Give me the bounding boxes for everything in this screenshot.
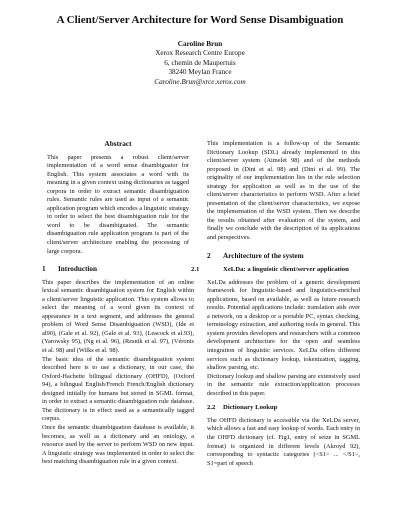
author-address-line2: 38240 Meylan France — [168, 68, 232, 77]
subsection-2-1-paragraph-1: XeLDa addresses the problem of a generic development framework for linguistic-based and linguistics-enriched applications, based on available, as well as future research results. Potential applications include: translation aids over a network, on a desktop or a portable PC, syntax checking, terminology extraction, and authoring tools in general. This system provides developers and researchers with a common development architecture for the open and seamless integration of linguistic services. XeLDa offers different services such as dictionary lookup, tokenization, tagging, shallow parsing, etc. — [207, 278, 360, 372]
section-2-number: 2 — [207, 251, 211, 260]
intro-paragraph-1: This paper describes the implementation of an online lexical semantic disambiguation system for English within a client/server linguistic application. This system allows to select the meaning of a word given its context of appearance in a text segment, and addresses the general problem of Word Sense Disambiguation (WSD), (Ide et al90), (Gale et al. 92), (Gale et al. 93), (Leacock et al.93), (Yarowsky 95), (Ng et al. 96), (Resnik et al. 97), (Véronis et al. 98) and (Wilks et al. 98). — [42, 278, 194, 355]
right-paragraph-1: This implementation is a follow-up of the Semantic Dictionary Lookup (SDL) already implemented in this client/server system (Aimelet 98) and of the methods proposed in (Dini et al. 98) and (Dini et al. 99). The originality of our implementation lies in the rule selection strategy for application as well as in the use of the client/server characteristics to perform WSD. After a brief presentation of the client/server characteristics, we expose the implementation of the WSD system. Then we describe the results obtained after evaluation of the system, and finally we conclude with the description of its applications and perspectives. — [207, 140, 360, 242]
author-name: Caroline Brun — [177, 40, 223, 48]
author-affiliation: Xerox Research Centre Europe — [155, 49, 245, 58]
section-1-number: 1 — [42, 265, 46, 274]
left-column — [42, 140, 194, 467]
subsection-2-1-number: 2.1 — [191, 266, 200, 274]
section-2-heading — [207, 252, 360, 261]
paper-title: A Client/Server Architecture for Word Sense Disambiguation — [56, 14, 344, 26]
section-2-title: Architecture of the system — [223, 251, 304, 260]
subsection-2-1-paragraph-2: Dictionary lookup and shallow parsing are extensively used in the semantic rule extraction/application processes described in this paper. — [207, 372, 360, 397]
intro-paragraph-3: Once the semantic disambiguation database is available, it becomes, as well as a dictionary and an ontology, a resource used by the server to perform WSD on new input. A linguistic strategy was implemented in order to select the best matching disambiguation rule in a given context. — [42, 423, 194, 466]
subsection-2-1-title: XeLDa: a linguistic client/server application — [223, 266, 349, 274]
author-address-line1: 6, chemin de Maupertuis — [164, 58, 236, 67]
abstract-heading: Abstract — [104, 139, 132, 148]
subsection-2-2-paragraph-1: The OHFD dictionary is accessible via the XeLDa server, which allows a fast and easy lookup of words. Each entry in the OHFD dictionary (cf. Fig1, entry of seize in SGML format) is organized in different levels (Akroyd 92), corresponding to syntactic categories (<S1> ... </S1>, S1=part of speech — [207, 416, 360, 467]
section-1-heading — [42, 265, 194, 274]
subsection-2-2-number: 2.2 — [207, 404, 216, 412]
section-1-title: Introduction — [58, 265, 98, 274]
subsection-2-2-heading — [207, 404, 360, 413]
subsection-2-1-heading — [191, 266, 360, 275]
author-email: Caroline.Brun@xrce.xerox.com — [154, 77, 246, 86]
author-block — [0, 40, 400, 87]
subsection-2-2-title: Dictionary Lookup — [223, 404, 278, 412]
intro-paragraph-2: The basic idea of the semantic disambiguation system described here is to use a dictionary, in our case, the Oxford-Hachette bilingual dictionary (OHFD), (Oxford 94), a bilingual English/French French/English dictionary designed initially for humans but stored in SGML format, in order to extract a semantic disambiguation rule database. The dictionary is in effect used as a semantically tagged corpus. — [42, 355, 194, 423]
right-column — [191, 140, 360, 468]
abstract-text: This paper presents a robust client/server implementation of a word sense disambiguator for English. This system associates a word with its meaning in a given context using dictionaries as tagged corpora in order to extract semantic disambiguation rules. Semantic rules are used as input of a semantic application program which encodes a linguistic strategy in order to select the best disambiguation rule for the word to be disambiguated. The semantic disambiguation rule application program is part of the client/server architecture enabling the processing of large corpora. — [47, 153, 189, 255]
